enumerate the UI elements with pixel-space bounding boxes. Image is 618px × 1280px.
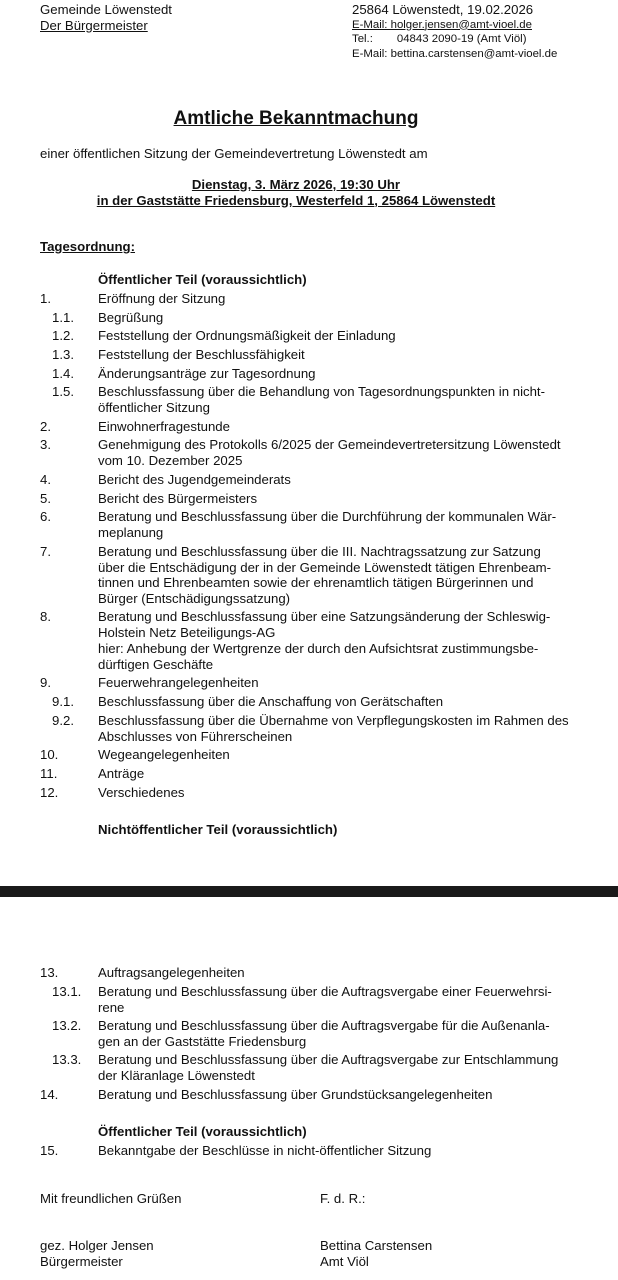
phone-line: [352, 32, 557, 47]
item-text: Anträge: [98, 766, 145, 781]
phone-label: Tel.:: [352, 33, 373, 45]
item-text: Beratung und Beschlussfassung über eine Satzungsänderung der Schleswig-Holstein Netz Beteiligungs-AG: [98, 609, 551, 640]
item-number: 4.: [40, 472, 51, 487]
item-text: Feststellung der Ordnungsmäßigkeit der Einladung: [98, 328, 396, 343]
signer-name: Bettina Carstensen: [320, 1238, 433, 1253]
signature-mayor: [40, 1238, 154, 1269]
item-note-text: hier: Anhebung der Wertgrenze der durch den Aufsichtsrat zustimmungsbe-dürftigen Geschäfte: [98, 641, 539, 672]
item-text: Bericht des Jugendgemeinderats: [98, 472, 291, 487]
item-text: Verschiedenes: [98, 785, 185, 800]
item-text: Beschlussfassung über die Behandlung von Tagesordnungspunkten in nicht-öffentlicher Sitzung: [98, 384, 545, 415]
meeting-place: in der Gaststätte Friedensburg, Westerfeld 1, 25864 Löwenstedt: [96, 192, 496, 208]
sender-block: [40, 2, 172, 33]
item-number: 13.1.: [52, 984, 82, 999]
email-line-2: E-Mail: bettina.carstensen@amt-vioel.de: [352, 47, 558, 60]
item-text: Genehmigung des Protokolls 6/2025 der Gemeindevertretersitzung Löwenstedt vom 10. Dezember 2025: [98, 437, 561, 468]
item-text: Auftragsangelegenheiten: [98, 965, 245, 980]
item-number: 1.4.: [52, 366, 74, 381]
item-number: 13.2.: [52, 1018, 82, 1033]
place-date: 25864 Löwenstedt, 19.02.2026: [352, 2, 534, 17]
item-number: 6.: [40, 509, 51, 524]
item-text: Wegeangelegenheiten: [98, 747, 230, 762]
item-number: 5.: [40, 491, 51, 506]
item-number: 11.: [40, 766, 58, 781]
email-link-1[interactable]: E-Mail: holger.jensen@amt-vioel.de: [352, 18, 532, 31]
item-text: Beschlussfassung über die Übernahme von Verpflegungskosten im Rahmen des Abschlusses von Führerscheinen: [98, 713, 569, 744]
item-number: 12.: [40, 785, 59, 800]
item-text: Bekanntgabe der Beschlüsse in nicht-öffentlicher Sitzung: [98, 1143, 432, 1158]
item-number: 13.3.: [52, 1052, 82, 1067]
item-text: Eröffnung der Sitzung: [98, 291, 226, 306]
item-text: Beratung und Beschlussfassung über die III. Nachtragssatzung zur Satzung über die Entschädigung der in der Gemeinde Löwenstedt tätigen Ehrenbeam-tinnen und Ehrenbeamten sowie der ehrenamtlich tätigen Bürgerinnen und Bürger (Entschädigungssatzung): [98, 544, 552, 606]
greeting: Mit freundlichen Grüßen: [40, 1191, 182, 1206]
item-number: 7.: [40, 544, 51, 559]
section-public-heading: Öffentlicher Teil (voraussichtlich): [98, 272, 307, 287]
item-number: 14.: [40, 1087, 59, 1102]
item-number: 1.5.: [52, 384, 74, 399]
item-number: 3.: [40, 437, 51, 452]
item-text: Beratung und Beschlussfassung über Grundstücksangelegenheiten: [98, 1087, 493, 1102]
item-text: Beratung und Beschlussfassung über die Auftragsvergabe zur Entschlammung der Kläranlage Löwenstedt: [98, 1052, 559, 1083]
page-break-divider: [0, 886, 618, 897]
signer-role: Amt Viöl: [320, 1253, 369, 1269]
item-text: Einwohnerfragestunde: [98, 419, 230, 434]
section-public2-heading: Öffentlicher Teil (voraussichtlich): [98, 1124, 307, 1139]
item-text: Beratung und Beschlussfassung über die Auftragsvergabe für die Außenanla-gen an der Gaststätte Friedensburg: [98, 1018, 550, 1049]
municipality-name: Gemeinde Löwenstedt: [40, 2, 172, 17]
item-text: Begrüßung: [98, 310, 164, 325]
item-text: Feststellung der Beschlussfähigkeit: [98, 347, 305, 362]
item-number: 13.: [40, 965, 59, 980]
fdr-label: F. d. R.:: [320, 1191, 366, 1206]
signer-name: gez. Holger Jensen: [40, 1238, 154, 1253]
item-text: Beratung und Beschlussfassung über die Durchführung der kommunalen Wär-meplanung: [98, 509, 557, 540]
section-nonpublic-heading: Nichtöffentlicher Teil (voraussichtlich): [98, 822, 338, 837]
item-number: 1.: [40, 291, 51, 306]
item-text: Änderungsanträge zur Tagesordnung: [98, 366, 316, 381]
contact-block: [352, 2, 557, 61]
item-text: Beschlussfassung über die Anschaffung von Gerätschaften: [98, 694, 444, 709]
item-text: Bericht des Bürgermeisters: [98, 491, 258, 506]
mayor-label: Der Bürgermeister: [40, 17, 148, 33]
intro-text: einer öffentlichen Sitzung der Gemeindevertretung Löwenstedt am: [40, 146, 428, 161]
item-text: Feuerwehrangelegenheiten: [98, 675, 259, 690]
signer-role: Bürgermeister: [40, 1253, 123, 1269]
item-number: 10.: [40, 747, 59, 762]
item-text: Beratung und Beschlussfassung über die Auftragsvergabe einer Feuerwehrsi-rene: [98, 984, 552, 1015]
meeting-info: [0, 177, 592, 208]
item-number: 9.2.: [52, 713, 74, 728]
item-number: 1.3.: [52, 347, 74, 362]
phone-number: 04843 2090-19 (Amt Viöl): [396, 33, 527, 45]
item-number: 9.: [40, 675, 51, 690]
item-number: 1.2.: [52, 328, 74, 343]
signature-clerk: [320, 1238, 432, 1269]
item-number: 8.: [40, 609, 51, 624]
item-number: 1.1.: [52, 310, 74, 325]
item-number: 15.: [40, 1143, 59, 1158]
agenda-heading: Tagesordnung:: [40, 239, 135, 254]
item-number: 2.: [40, 419, 51, 434]
item-number: 9.1.: [52, 694, 74, 709]
meeting-date: Dienstag, 3. März 2026, 19:30 Uhr: [191, 177, 401, 192]
page-title: Amtliche Bekanntmachung: [173, 108, 419, 129]
